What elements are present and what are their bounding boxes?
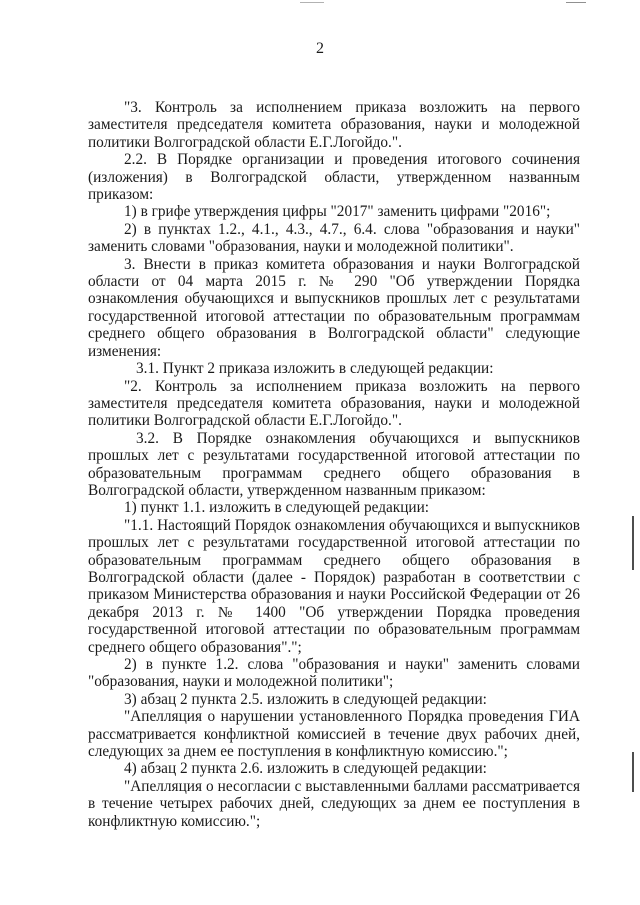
scan-artifact-top: [300, 2, 324, 3]
paragraph: "2. Контроль за исполнением приказа возложить на первого заместителя председателя комитета образования, науки и молодежной политики Волгоградской области Е.Г.Логойдо.".: [88, 377, 580, 430]
paragraph: 3. Внести в приказ комитета образования и науки Волгоградской области от 04 марта 2015 г. № 290 "Об утверждении Порядка ознакомления обучающихся и выпускников прошлых лет с результатами государственной итоговой аттестации по образовательным программам среднего общего образования в Волгоградской области" следующие изменения:: [88, 255, 580, 360]
paragraph: 2) в пункте 1.2. слова "образования и науки" заменить словами "образования, науки и молодежной политики";: [88, 656, 580, 691]
paragraph: 1) пункт 1.1. изложить в следующей редакции:: [124, 499, 430, 517]
paragraph: 2) в пунктах 1.2., 4.1., 4.3., 4.7., 6.4. слова "образования и науки" заменить словами "образования, науки и молодежной политики".: [88, 220, 580, 256]
scan-artifact-right-edge: [632, 516, 634, 570]
scan-artifact-right-edge: [632, 752, 634, 792]
page-number: 2: [316, 40, 324, 57]
document-body: [88, 99, 580, 830]
paragraph: "Апелляция о несогласии с выставленными баллами рассматривается в течение четырех рабочих дней, следующих за днем ее поступления в конфликтную комиссию.";: [88, 777, 580, 830]
paragraph: 3) абзац 2 пункта 2.5. изложить в следующей редакции:: [124, 690, 487, 708]
paragraph: 4) абзац 2 пункта 2.6. изложить в следующей редакции:: [124, 760, 487, 778]
paragraph: "1.1. Настоящий Порядок ознакомления обучающихся и выпускников прошлых лет с результатами государственной итоговой аттестации по образовательным программам среднего общего образования в Волгоградской области (далее - Порядок) разработан в соответствии с приказом Министерства образования и науки Российской Федерации от 26 декабря 2013 г. № 1400 "Об утверждении Порядка проведения государственной итоговой аттестации по образовательным программам среднего общего образования".";: [88, 516, 580, 656]
paragraph: "3. Контроль за исполнением приказа возложить на первого заместителя председателя комитета образования, науки и молодежной политики Волгоградской области Е.Г.Логойдо.".: [88, 99, 580, 151]
paragraph: 1) в грифе утверждения цифры "2017" заменить цифрами "2016";: [124, 203, 551, 221]
paragraph: 3.2. В Порядке ознакомления обучающихся и выпускников прошлых лет с результатами государственной итоговой аттестации по образовательным программам среднего общего образования в Волгоградской области, утвержденном названным приказом:: [88, 429, 580, 499]
paragraph: 3.1. Пункт 2 приказа изложить в следующей редакции:: [136, 360, 494, 378]
paragraph: 2.2. В Порядке организации и проведения итогового сочинения (изложения) в Волгоградской области, утвержденном названным приказом:: [88, 151, 580, 204]
scan-artifact-top-right: [566, 2, 586, 3]
paragraph: "Апелляция о нарушении установленного Порядка проведения ГИА рассматривается конфликтной комиссией в течение двух рабочих дней, следующих за днем ее поступления в конфликтную комиссию.";: [88, 708, 580, 761]
